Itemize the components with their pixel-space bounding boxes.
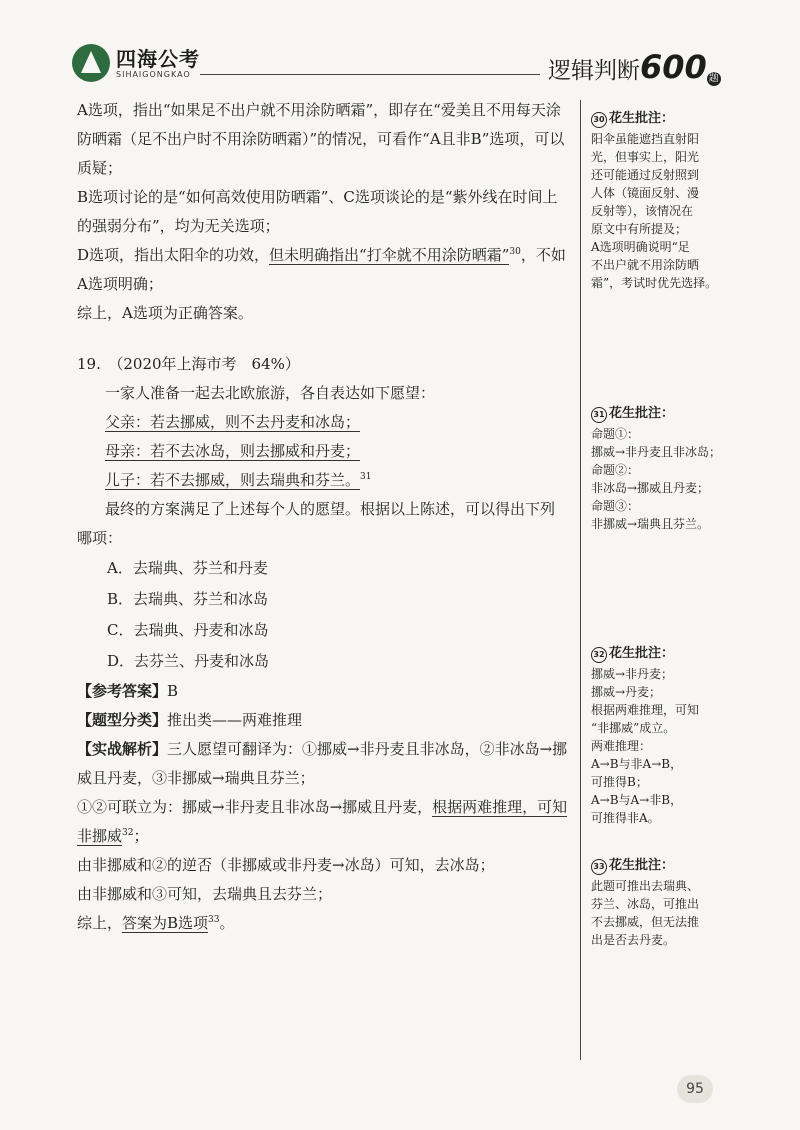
logo-english: SIHAIGONGKAO [116, 69, 191, 79]
type-value: 推出类——两难推理 [167, 711, 303, 729]
analysis-text-5: 综上， [77, 914, 123, 932]
page-number: 95 [677, 1075, 713, 1103]
side-note-31-title [591, 403, 735, 425]
wish-father [77, 408, 569, 437]
analysis-line-2 [77, 793, 569, 851]
note-31-line: 挪威→非丹麦且非冰岛； [591, 445, 722, 459]
book-title [548, 48, 721, 86]
header-rule [200, 74, 540, 75]
note-ref-32: 32 [122, 828, 134, 838]
note-30-line: 不出户就不用涂防晒 [591, 258, 700, 272]
side-note-33 [591, 855, 735, 949]
prev-option-d [77, 241, 569, 299]
note-ref-31: 31 [360, 472, 372, 482]
note-30-line: A选项明确说明“足 [591, 240, 690, 254]
analysis-text-2: ①②可联立为：挪威→非丹麦且非冰岛→挪威且丹麦， [77, 798, 433, 816]
logo-icon [72, 44, 110, 82]
analysis-text-1: 三人愿望可翻译为：①挪威→非丹麦且非冰岛，②非冰岛→挪威且丹麦，③非挪威→瑞典且芬兰； [77, 740, 568, 787]
option-a: A．去瑞典、芬兰和丹麦 [107, 559, 268, 577]
note-ref-30: 30 [509, 247, 521, 257]
wish-son-text: 儿子：若不去挪威，则去瑞典和芬兰。 [105, 471, 361, 489]
note-30-title-text: 花生批注： [609, 111, 675, 126]
analysis-line-4: 由非挪威和③可知，去瑞典且去芬兰； [77, 885, 333, 903]
side-note-30-title [591, 108, 735, 130]
question-stem: 最终的方案满足了上述每个人的愿望。根据以上陈述，可以得出下列哪项： [77, 500, 556, 547]
note-32-line: 可推得非A。 [591, 811, 660, 825]
analysis-line-1 [77, 735, 569, 793]
note-31-line: 命题②： [591, 463, 640, 477]
note-32-line: A→B与A→非B， [591, 793, 683, 807]
note-33-line: 此题可推出去瑞典、 [591, 879, 700, 893]
note-31-line: 非挪威→瑞典且芬兰。 [591, 517, 710, 531]
answer-value: B [167, 682, 179, 700]
prev-option-b: B选项讨论的是“如何高效使用防晒霜”、C选项谈论的是“紫外线在时间上的强弱分布”，均为无关选项； [77, 188, 558, 235]
side-note-32-title [591, 643, 735, 665]
note-30-badge: 30 [591, 112, 607, 128]
note-31-line: 命题①： [591, 427, 640, 441]
note-31-line: 非冰岛→挪威且丹麦； [591, 481, 710, 495]
note-32-line: A→B与非A→B， [591, 757, 683, 771]
page-header [0, 0, 800, 90]
note-33-line: 出是否去丹麦。 [591, 933, 676, 947]
prev-d-text: D选项，指出太阳伞的功效， [77, 246, 270, 264]
analysis-text-5-end: 。 [219, 914, 235, 932]
question-source: （2020年上海市考 64%） [115, 355, 300, 373]
side-note-30 [591, 108, 735, 292]
note-30-line: 人体（镜面反射、漫 [591, 186, 700, 200]
question-number: 19. [77, 355, 101, 373]
option-c: C．去瑞典、丹麦和冰岛 [107, 621, 269, 639]
type-tag: 【题型分类】 [77, 711, 168, 729]
question-intro: 一家人准备一起去北欧旅游，各自表达如下愿望： [105, 384, 436, 402]
note-31-line: 命题③： [591, 499, 640, 513]
note-30-line: 光，但事实上，阳光 [591, 150, 700, 164]
analysis-text-2-end: ； [133, 827, 149, 845]
note-33-line: 不去挪威，但无法推 [591, 915, 700, 929]
side-note-33-title [591, 855, 735, 877]
analysis-line-5 [77, 909, 569, 938]
analysis-underline-2: 根据两难推理，可知非挪威 [77, 798, 568, 845]
note-32-line: 两难推理： [591, 739, 652, 753]
option-b: B．去瑞典、芬兰和冰岛 [107, 590, 269, 608]
note-30-line: 原文中有所提及； [591, 222, 688, 236]
note-32-badge: 32 [591, 647, 607, 663]
book-title-text: 逻辑判断 [548, 58, 640, 84]
note-32-line: 根据两难推理，可知 [591, 703, 700, 717]
margin-divider [580, 100, 581, 1060]
main-content [77, 96, 569, 938]
note-ref-33: 33 [208, 915, 220, 925]
note-33-badge: 33 [591, 859, 607, 875]
type-line [77, 706, 569, 735]
prev-d-underline: 但未明确指出“打伞就不用涂防晒霜” [269, 246, 510, 264]
answer-line [77, 677, 569, 706]
book-suffix: 题 [708, 73, 719, 84]
option-d: D．去芬兰、丹麦和冰岛 [107, 652, 270, 670]
analysis-underline-5: 答案为B选项 [122, 914, 209, 932]
book-number: 600 [640, 48, 707, 86]
prev-d-text-end: ，不如A选项明确； [77, 246, 566, 293]
note-30-line: 反射等），该情况在 [591, 204, 694, 218]
note-32-line: “非挪威”成立。 [591, 721, 676, 735]
note-30-line: 阳伞虽能遮挡直射阳 [591, 132, 700, 146]
note-32-line: 挪威→非丹麦； [591, 667, 674, 681]
note-31-title-text: 花生批注： [609, 406, 675, 421]
analysis-line-3: 由非挪威和②的逆否（非挪威或非丹麦→冰岛）可知，去冰岛； [77, 856, 495, 874]
prev-option-a: A选项，指出“如果足不出户就不用涂防晒霜”，即存在“爱美且不用每天涂防晒霜（足不出户时不用涂防晒霜）”的情况，可看作“A且非B”选项，可以质疑； [77, 101, 565, 177]
logo-chinese: 四海公考 [116, 46, 200, 71]
note-33-title-text: 花生批注： [609, 858, 675, 873]
analysis-tag: 【实战解析】 [77, 740, 168, 758]
wish-son [77, 466, 569, 495]
note-33-line: 芬兰、冰岛，可推出 [591, 897, 700, 911]
wish-father-text: 父亲：若去挪威，则不去丹麦和冰岛； [105, 413, 361, 431]
prev-conclusion: 综上，A选项为正确答案。 [77, 304, 253, 322]
side-note-31 [591, 403, 735, 533]
note-30-line: 还可能通过反射照到 [591, 168, 700, 182]
side-note-32 [591, 643, 735, 827]
note-32-line: 挪威→丹麦； [591, 685, 662, 699]
brand-logo [72, 44, 200, 82]
note-30-line: 霜”，考试时优先选择。 [591, 276, 718, 290]
answer-tag: 【参考答案】 [77, 682, 168, 700]
wish-mother [77, 437, 569, 466]
note-31-badge: 31 [591, 407, 607, 423]
wish-mother-text: 母亲：若不去冰岛，则去挪威和丹麦； [105, 442, 361, 460]
note-32-line: 可推得B； [591, 775, 648, 789]
question-header [77, 350, 569, 379]
note-32-title-text: 花生批注： [609, 646, 675, 661]
